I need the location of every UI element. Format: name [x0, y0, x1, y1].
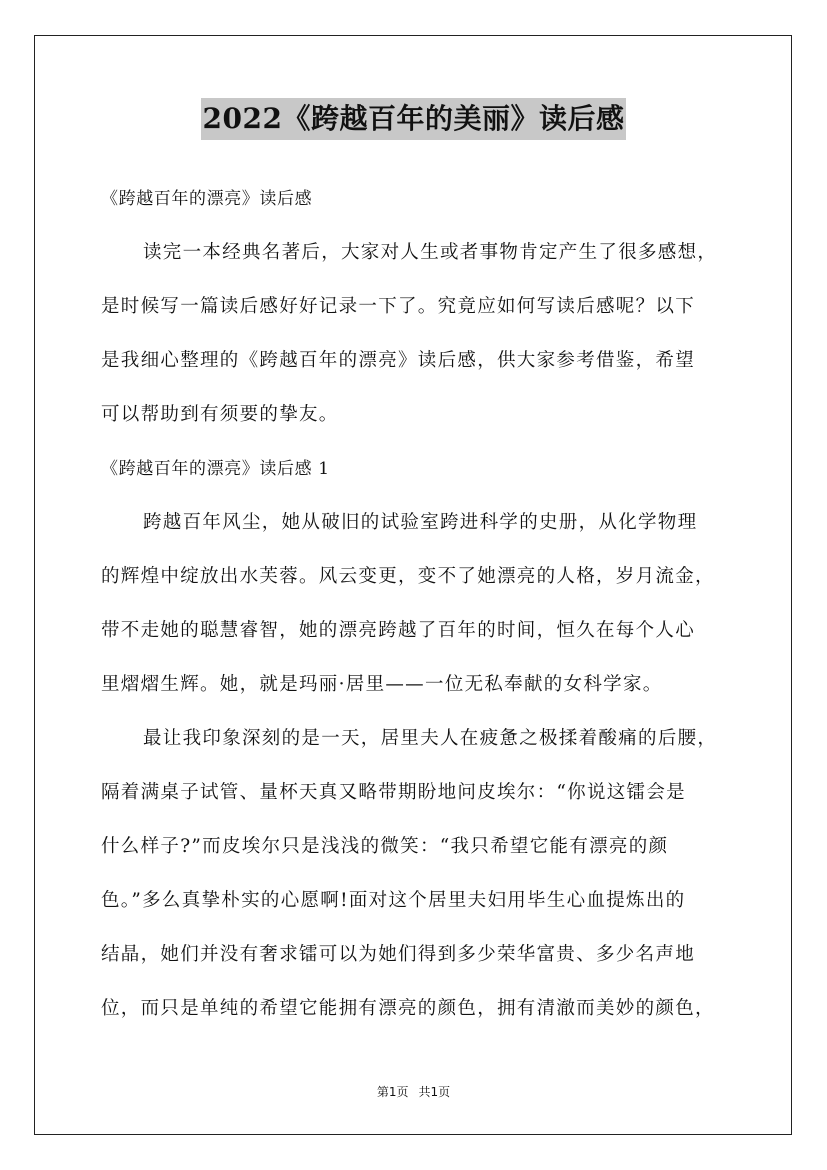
paragraph-line: 隔着满桌子试管、量杯天真又略带期盼地问皮埃尔：“你说这镭会是 [101, 782, 686, 803]
paragraph-line: 位，而只是单纯的希望它能拥有漂亮的颜色，拥有清澈而美妙的颜色， [101, 998, 715, 1019]
paragraph-line: 带不走她的聪慧睿智，她的漂亮跨越了百年的时间，恒久在每个人心 [101, 620, 696, 641]
paragraph-line: 结晶，她们并没有奢求镭可以为她们得到多少荣华富贵、多少名声地 [101, 944, 696, 965]
document-title: 2022《跨越百年的美丽》读后感 [201, 98, 627, 140]
page-number: 第1页 [376, 1085, 409, 1099]
paragraph-line: 什么样子?”而皮埃尔只是浅浅的微笑：“我只希望它能有漂亮的颜 [101, 836, 669, 857]
paragraph-line: 跨越百年风尘，她从破旧的试验室跨进科学的史册，从化学物理 [143, 512, 698, 533]
paragraph-line: 是时候写一篇读后感好好记录一下了。究竟应如何写读后感呢？以下 [101, 296, 696, 317]
paragraph-line: 里熠熠生辉。她，就是玛丽·居里——一位无私奉献的女科学家。 [101, 674, 663, 695]
page-total: 共1页 [418, 1085, 451, 1099]
section-heading: 《跨越百年的漂亮》读后感 [101, 189, 313, 209]
paragraph-line: 读完一本经典名著后，大家对人生或者事物肯定产生了很多感想， [143, 242, 718, 263]
paragraph-line: 是我细心整理的《跨越百年的漂亮》读后感，供大家参考借鉴，希望 [101, 350, 696, 371]
section-heading: 《跨越百年的漂亮》读后感 1 [101, 459, 330, 479]
paragraph-line: 色。”多么真挚朴实的心愿啊!面对这个居里夫妇用毕生心血提炼出的 [101, 890, 686, 911]
paragraph-line: 最让我印象深刻的是一天，居里夫人在疲惫之极揉着酸痛的后腰， [143, 728, 718, 749]
paragraph-line: 可以帮助到有须要的挚友。 [101, 404, 339, 425]
title-container [0, 98, 827, 140]
paragraph-line: 的辉煌中绽放出水芙蓉。风云变更，变不了她漂亮的人格，岁月流金， [101, 566, 715, 587]
document-body [101, 172, 736, 1036]
page-footer [0, 1083, 827, 1100]
